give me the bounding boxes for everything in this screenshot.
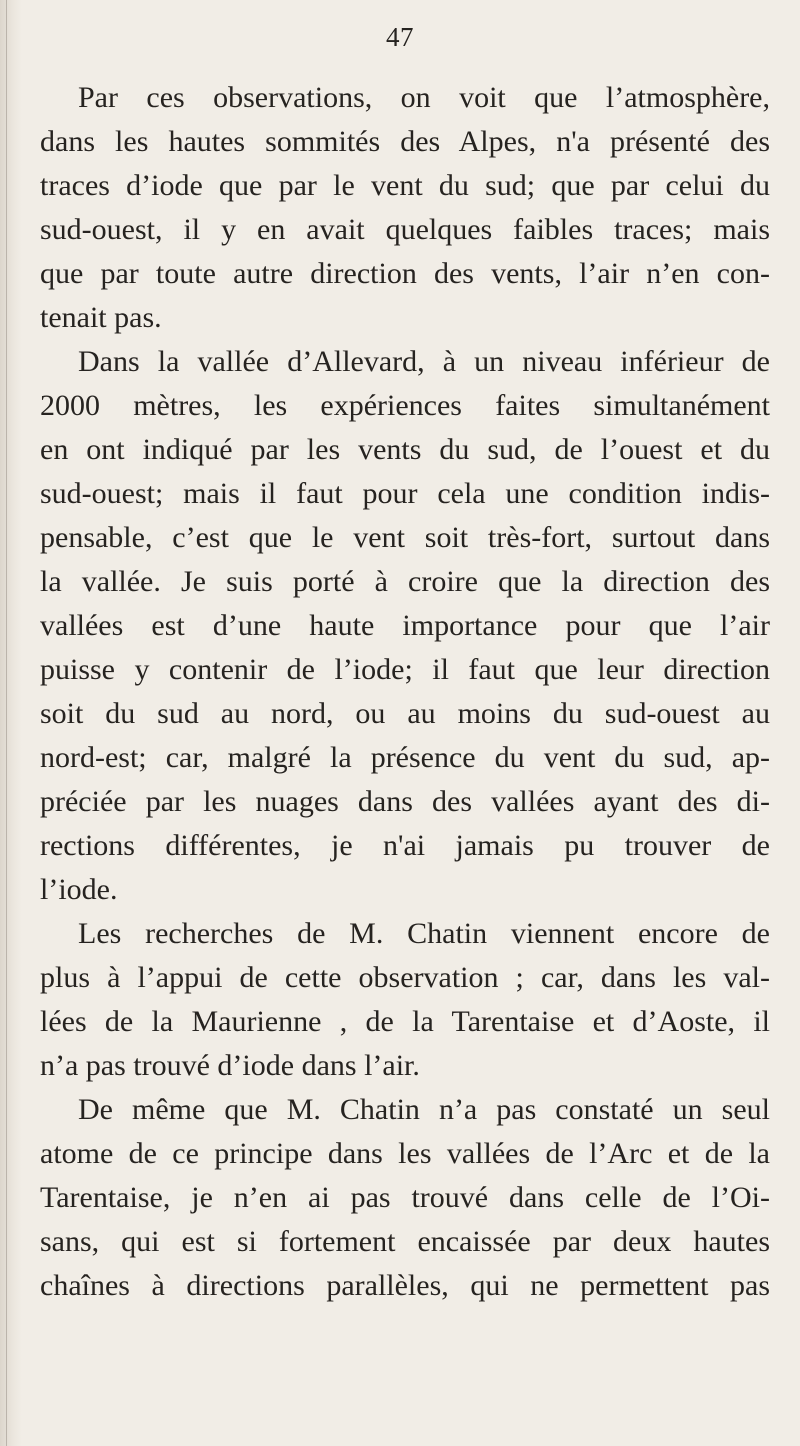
body-text (40, 76, 770, 1308)
paragraph-de-meme (40, 1088, 770, 1308)
text-line: De même que M. Chatin n’a pas constaté un seul (78, 1093, 770, 1126)
paragraph-observations (40, 76, 770, 340)
text-line: la vallée. Je suis porté à croire que la direction des (40, 565, 770, 598)
text-line: Dans la vallée d’Allevard, à un niveau inférieur de (78, 345, 770, 378)
text-line: Par ces observations, on voit que l’atmosphère, (78, 81, 770, 114)
text-line: soit du sud au nord, ou au moins du sud-ouest au (40, 697, 770, 730)
paragraph-allevard (40, 340, 770, 912)
text-line: plus à l’appui de cette observation ; car, dans les val- (40, 961, 770, 994)
page-number: 47 (386, 22, 414, 52)
paragraph-chatin (40, 912, 770, 1088)
text-line: pensable, c’est que le vent soit très-fort, surtout dans (40, 521, 770, 554)
text-line: l’iode. (40, 873, 118, 906)
page-gutter (0, 0, 22, 1446)
text-line: chaînes à directions parallèles, qui ne permettent pas (40, 1269, 770, 1302)
text-line: préciée par les nuages dans des vallées ayant des di- (40, 785, 770, 818)
binding-edge (6, 0, 7, 1446)
text-line: sans, qui est si fortement encaissée par deux hautes (40, 1225, 770, 1258)
text-line: vallées est d’une haute importance pour que l’air (40, 609, 770, 642)
text-line: sud-ouest; mais il faut pour cela une condition indis- (40, 477, 770, 510)
text-line: tenait pas. (40, 301, 162, 334)
text-line: que par toute autre direction des vents, l’air n’en con- (40, 257, 770, 290)
text-line: 2000 mètres, les expériences faites simultanément (40, 389, 770, 422)
text-line: Les recherches de M. Chatin viennent encore de (78, 917, 770, 950)
text-line: dans les hautes sommités des Alpes, n'a présenté des (40, 125, 770, 158)
text-line: en ont indiqué par les vents du sud, de l’ouest et du (40, 433, 770, 466)
text-line: n’a pas trouvé d’iode dans l’air. (40, 1049, 420, 1082)
text-line: atome de ce principe dans les vallées de l’Arc et de la (40, 1137, 770, 1170)
text-line: lées de la Maurienne , de la Tarentaise et d’Aoste, il (40, 1005, 770, 1038)
text-line: traces d’iode que par le vent du sud; que par celui du (40, 169, 770, 202)
text-line: nord-est; car, malgré la présence du vent du sud, ap- (40, 741, 770, 774)
text-line: puisse y contenir de l’iode; il faut que leur direction (40, 653, 770, 686)
text-line: sud-ouest, il y en avait quelques faibles traces; mais (40, 213, 770, 246)
text-line: rections différentes, je n'ai jamais pu trouver de (40, 829, 770, 862)
text-line: Tarentaise, je n’en ai pas trouvé dans celle de l’Oi- (40, 1181, 770, 1214)
